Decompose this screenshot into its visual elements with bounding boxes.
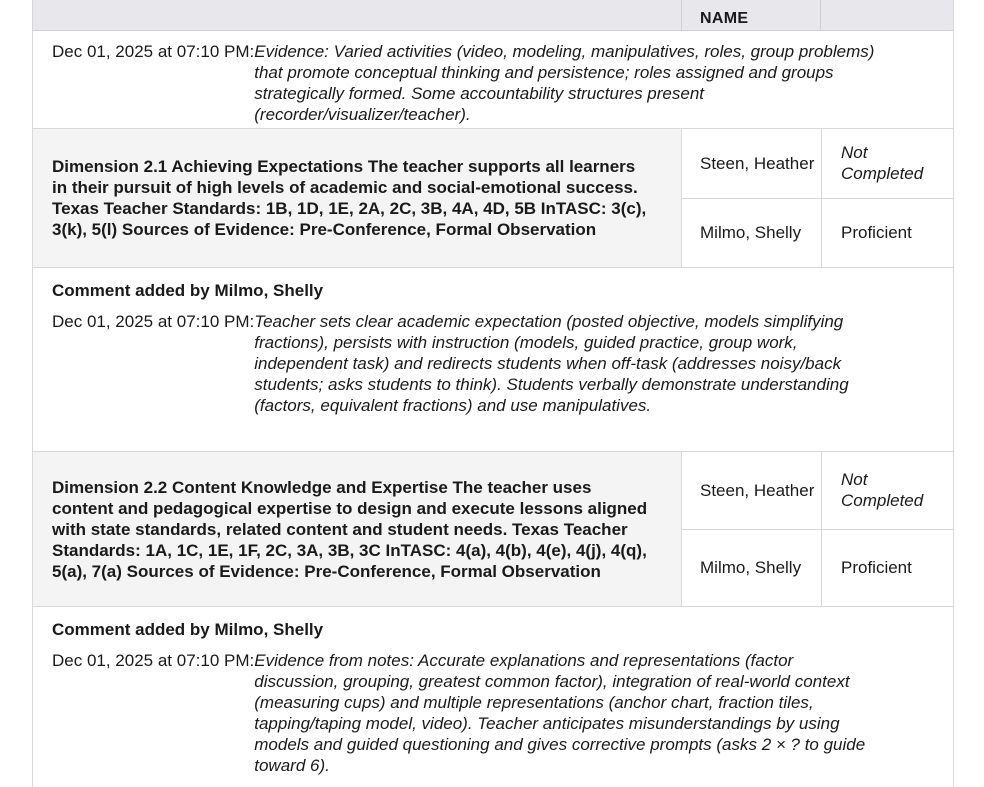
comment-date: Dec 01, 2025 at 07:10 PM: — [52, 42, 255, 61]
comment-block — [33, 607, 953, 787]
evaluator-name: Steen, Heather — [700, 153, 815, 173]
dimension-title: Dimension 2.1 Achieving Expectations The teacher supports all learners in their pursuit of high levels of academic and social-emotional success. Texas Teacher Standards: 1B, 1D, 1E, 2A, 2C, 3B, 4A, 4D, 5B InTASC: 3(c), 3(k), 5(l) Sources of Evidence: Pre-Conference, Formal Observation — [52, 157, 647, 239]
evaluation-score: Not Completed — [821, 129, 953, 198]
comment-entry — [52, 311, 934, 416]
comment-date: Dec 01, 2025 at 07:10 PM: — [52, 651, 255, 670]
evaluation-row — [681, 129, 953, 198]
comment-author: Comment added by Milmo, Shelly — [52, 620, 324, 639]
header-name-label: NAME — [700, 10, 749, 27]
dimension-row — [33, 129, 953, 268]
evaluation-row — [681, 529, 953, 607]
evaluation-row — [681, 198, 953, 268]
comment-entry — [52, 650, 934, 776]
evaluations — [681, 452, 953, 606]
evaluator-name: Steen, Heather — [700, 480, 815, 500]
header-score — [820, 0, 953, 30]
evaluator-name: Milmo, Shelly — [700, 223, 802, 243]
evaluator-name: Milmo, Shelly — [700, 558, 802, 578]
evaluation-score: Not Completed — [821, 452, 953, 529]
rubric-table — [32, 0, 954, 787]
comment-block — [33, 31, 953, 129]
comment-text: Evidence from notes: Accurate explanations and representations (factor discussion, grouping, greatest common factor), integration of real-world context (measuring cups) and multiple representations (anchor chart, fraction tiles, tapping/taping model, video). Teacher anticipates misunderstandings by using models and guided questioning and gives corrective prompts (asks 2 × ? to guide toward 6). — [254, 651, 866, 775]
header-rubric-element — [33, 0, 681, 30]
comment-entry — [52, 41, 934, 125]
comment-text: Teacher sets clear academic expectation (posted objective, models simplifying fractions), persists with instruction (models, guided practice, group work, independent task) and redirects students when off-task (addresses noisy/back students; asks students to think). Students verbally demonstrate understanding (factors, equivalent fractions) and use manipulatives. — [254, 312, 849, 415]
comment-date: Dec 01, 2025 at 07:10 PM: — [52, 312, 255, 331]
table-header — [33, 0, 953, 31]
comment-text: Evidence: Varied activities (video, modeling, manipulatives, roles, group problems) that promote conceptual thinking and persistence; roles assigned and groups strategically formed. Some accountability structures present (recorder/visualizer/teacher). — [254, 42, 875, 124]
evaluation-score: Proficient — [821, 530, 953, 607]
dimension-title: Dimension 2.2 Content Knowledge and Expertise The teacher uses content and pedagogical expertise to design and execute lessons aligned with state standards, related content and student needs. Texas Teacher Standards: 1A, 1C, 1E, 1F, 2C, 3A, 3B, 3C InTASC: 4(a), 4(b), 4(e), 4(j), 4(q), 5(a), 7(a) Sources of Evidence: Pre-Conference, Formal Observation — [52, 477, 648, 581]
comment-block — [33, 268, 953, 452]
header-name — [681, 0, 820, 30]
evaluation-score: Proficient — [821, 199, 953, 268]
evaluations — [681, 129, 953, 267]
dimension-row — [33, 452, 953, 607]
comment-author: Comment added by Milmo, Shelly — [52, 281, 324, 300]
evaluation-row — [681, 452, 953, 529]
